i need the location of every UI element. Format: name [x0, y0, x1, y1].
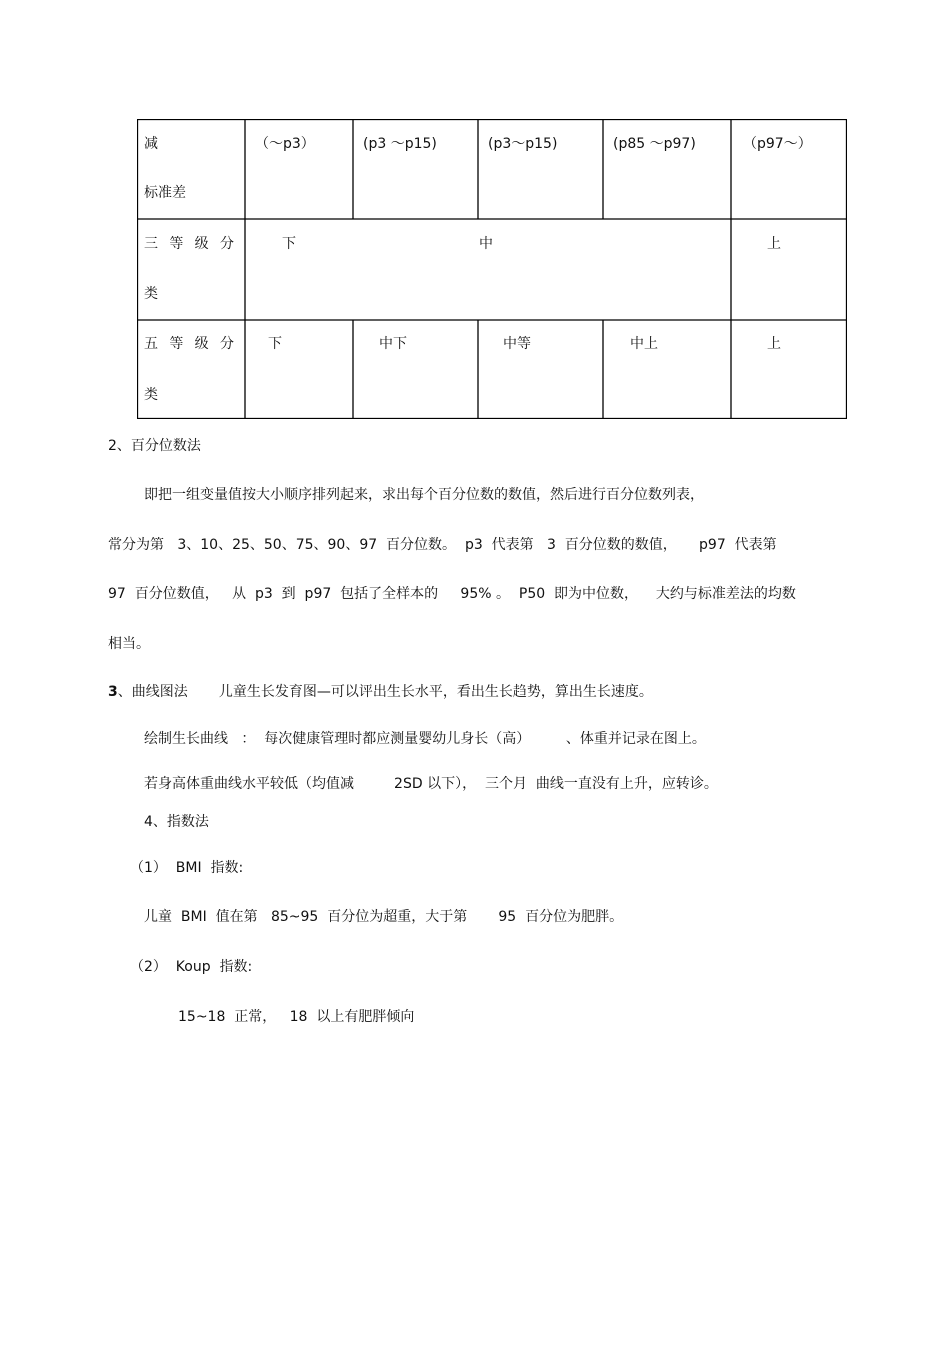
row3-cell-2: 中下 — [379, 336, 407, 352]
row3-label-char: 等 — [169, 336, 184, 352]
classification-table — [137, 119, 847, 419]
section3-number: 3 — [108, 684, 118, 700]
bmi-text: 儿童 BMI 值在第 85~95 百分位为超重，大于第 95 百分位为肥胖。 — [144, 909, 624, 925]
section3-line2: 若身高体重曲线水平较低（均值减 2SD 以下）， 三个月 曲线一直没有上升，应转诊。 — [144, 776, 718, 792]
row2-label-char: 等 — [169, 236, 184, 252]
bmi-title: （1） BMI 指数: — [130, 860, 244, 876]
section3-line1: 绘制生长曲线 ： 每次健康管理时都应测量婴幼儿身长（高） 、体重并记录在图上。 — [144, 731, 706, 747]
row3-cell-1: 下 — [268, 336, 282, 352]
row3-label-char: 分 — [219, 336, 234, 352]
row2-label-line2: 类 — [144, 286, 158, 302]
row1-cell-3: (p3～p15) — [488, 136, 558, 152]
section2-line3: 97 百分位数值， 从 p3 到 p97 包括了全样本的 95% 。 P50 即为中位数， 大约与标准差法的均数 — [108, 586, 796, 602]
row2-low: 下 — [282, 236, 296, 252]
row3-cell-4: 中上 — [630, 336, 658, 352]
row1-label-line1: 减 — [144, 136, 158, 152]
row2-label-line1 — [144, 235, 234, 253]
row2-label-char: 三 — [144, 236, 158, 252]
koup-text: 15~18 正常， 18 以上有肥胖倾向 — [178, 1009, 415, 1025]
row1-label-line2: 标准差 — [144, 185, 186, 201]
row2-label-char: 分 — [219, 236, 234, 252]
row3-cell-3: 中等 — [503, 336, 531, 352]
row2-label-char: 级 — [194, 236, 209, 252]
row3-label-char: 五 — [144, 336, 158, 352]
table-grid-lines — [137, 119, 847, 419]
section4-heading: 4、指数法 — [144, 814, 209, 830]
section2-line2: 常分为第 3、10、25、50、75、90、97 百分位数。 p3 代表第 3 百分位数的数值， p97 代表第 — [108, 537, 777, 553]
row1-cell-1: （～p3） — [255, 136, 315, 152]
row3-label-char: 级 — [194, 336, 209, 352]
section2-heading: 2、百分位数法 — [108, 438, 201, 454]
row3-label-line1 — [144, 335, 234, 353]
row1-cell-5: （p97～） — [743, 136, 812, 152]
section2-line4: 相当。 — [108, 636, 150, 652]
row2-high: 上 — [767, 236, 781, 252]
section3-heading — [108, 683, 653, 701]
section3-heading-text: 、曲线图法 儿童生长发育图—可以评出生长水平，看出生长趋势，算出生长速度。 — [117, 684, 653, 700]
koup-title: （2） Koup 指数: — [130, 959, 253, 975]
section2-line1: 即把一组变量值按大小顺序排列起来，求出每个百分位数的数值，然后进行百分位数列表， — [144, 487, 704, 503]
row1-cell-2: (p3 ～p15) — [363, 136, 437, 152]
row3-cell-5: 上 — [767, 336, 781, 352]
row1-cell-4: (p85 ～p97) — [613, 136, 696, 152]
row2-mid: 中 — [479, 236, 493, 252]
row3-label-line2: 类 — [144, 387, 158, 403]
